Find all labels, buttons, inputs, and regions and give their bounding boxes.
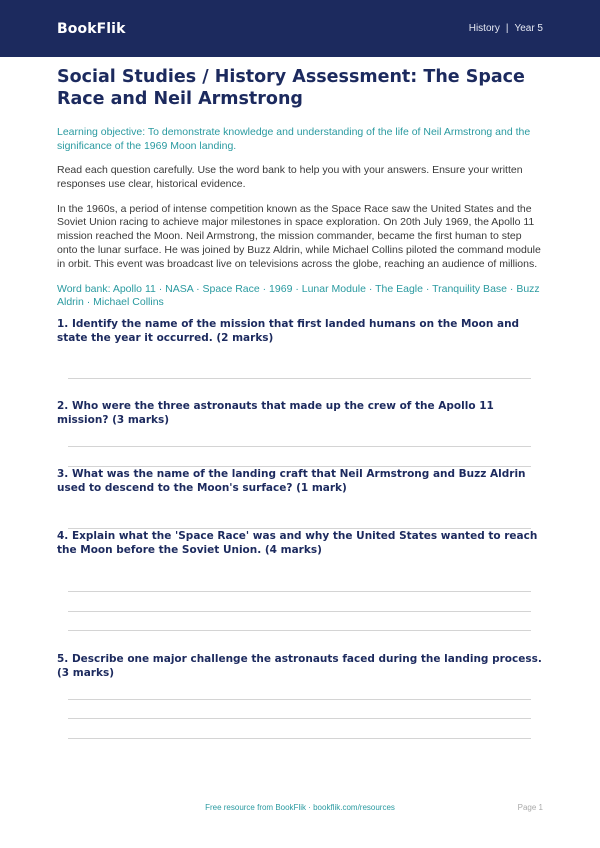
passage-text: In the 1960s, a period of intense competition known as the Space Race saw the United States and the Soviet Union racing to achieve major milestones in space exploration. On 20th July 1969, the Apollo 11 mission reached the Moon. Neil Armstrong, the mission commander, became the first human to step onto the lunar surface. He was joined by Buzz Aldrin, while Michael Collins piloted the command module in orbit. This event was broadcast live on televisions across the globe, reaching an audience of millions.	[57, 202, 541, 270]
question-5: 5. Describe one major challenge the astronauts faced during the landing process. (3 marks)	[57, 653, 542, 679]
answer-line[interactable]	[68, 378, 531, 379]
year-label: Year 5	[514, 23, 543, 34]
learning-objective: Learning objective: To demonstrate knowledge and understanding of the life of Neil Armstrong and the significance of the 1969 Moon landing.	[57, 126, 531, 152]
answer-line[interactable]	[68, 630, 531, 631]
answer-line[interactable]	[68, 591, 531, 592]
page-title: Social Studies / History Assessment: The Space Race and Neil Armstrong	[57, 67, 525, 109]
subject-label: History	[468, 23, 500, 34]
answer-line[interactable]	[68, 699, 531, 700]
question-4: 4. Explain what the 'Space Race' was and why the United States wanted to reach the Moon before the Soviet Union. (4 marks)	[57, 530, 538, 556]
page-number: Page 1	[517, 803, 543, 812]
question-1: 1. Identify the name of the mission that first landed humans on the Moon and state the year it occurred. (2 marks)	[57, 318, 520, 344]
answer-line[interactable]	[68, 738, 531, 739]
worksheet-intro	[57, 66, 543, 310]
header-meta	[469, 23, 543, 34]
page-header	[0, 0, 600, 57]
brand-logo[interactable]: BookFlik	[57, 20, 126, 37]
answer-line[interactable]	[68, 528, 531, 529]
answer-line[interactable]	[68, 718, 531, 719]
answer-line[interactable]	[68, 466, 531, 467]
answer-line[interactable]	[68, 446, 531, 447]
footer-resource-link[interactable]: Free resource from BookFlik · bookflik.com/resources	[205, 803, 395, 812]
instructions-text: Read each question carefully. Use the word bank to help you with your answers. Ensure your written responses use clear, historical evidence.	[57, 164, 523, 190]
answer-line[interactable]	[68, 611, 531, 612]
question-3: 3. What was the name of the landing craft that Neil Armstrong and Buzz Aldrin used to descend to the Moon's surface? (1 mark)	[57, 468, 526, 494]
word-bank: Word bank: Apollo 11 · NASA · Space Race · 1969 · Lunar Module · The Eagle · Tranquility Base · Buzz Aldrin · Michael Collins	[57, 282, 540, 309]
question-2: 2. Who were the three astronauts that made up the crew of the Apollo 11 mission? (3 marks)	[57, 400, 494, 426]
meta-separator: |	[505, 23, 509, 34]
